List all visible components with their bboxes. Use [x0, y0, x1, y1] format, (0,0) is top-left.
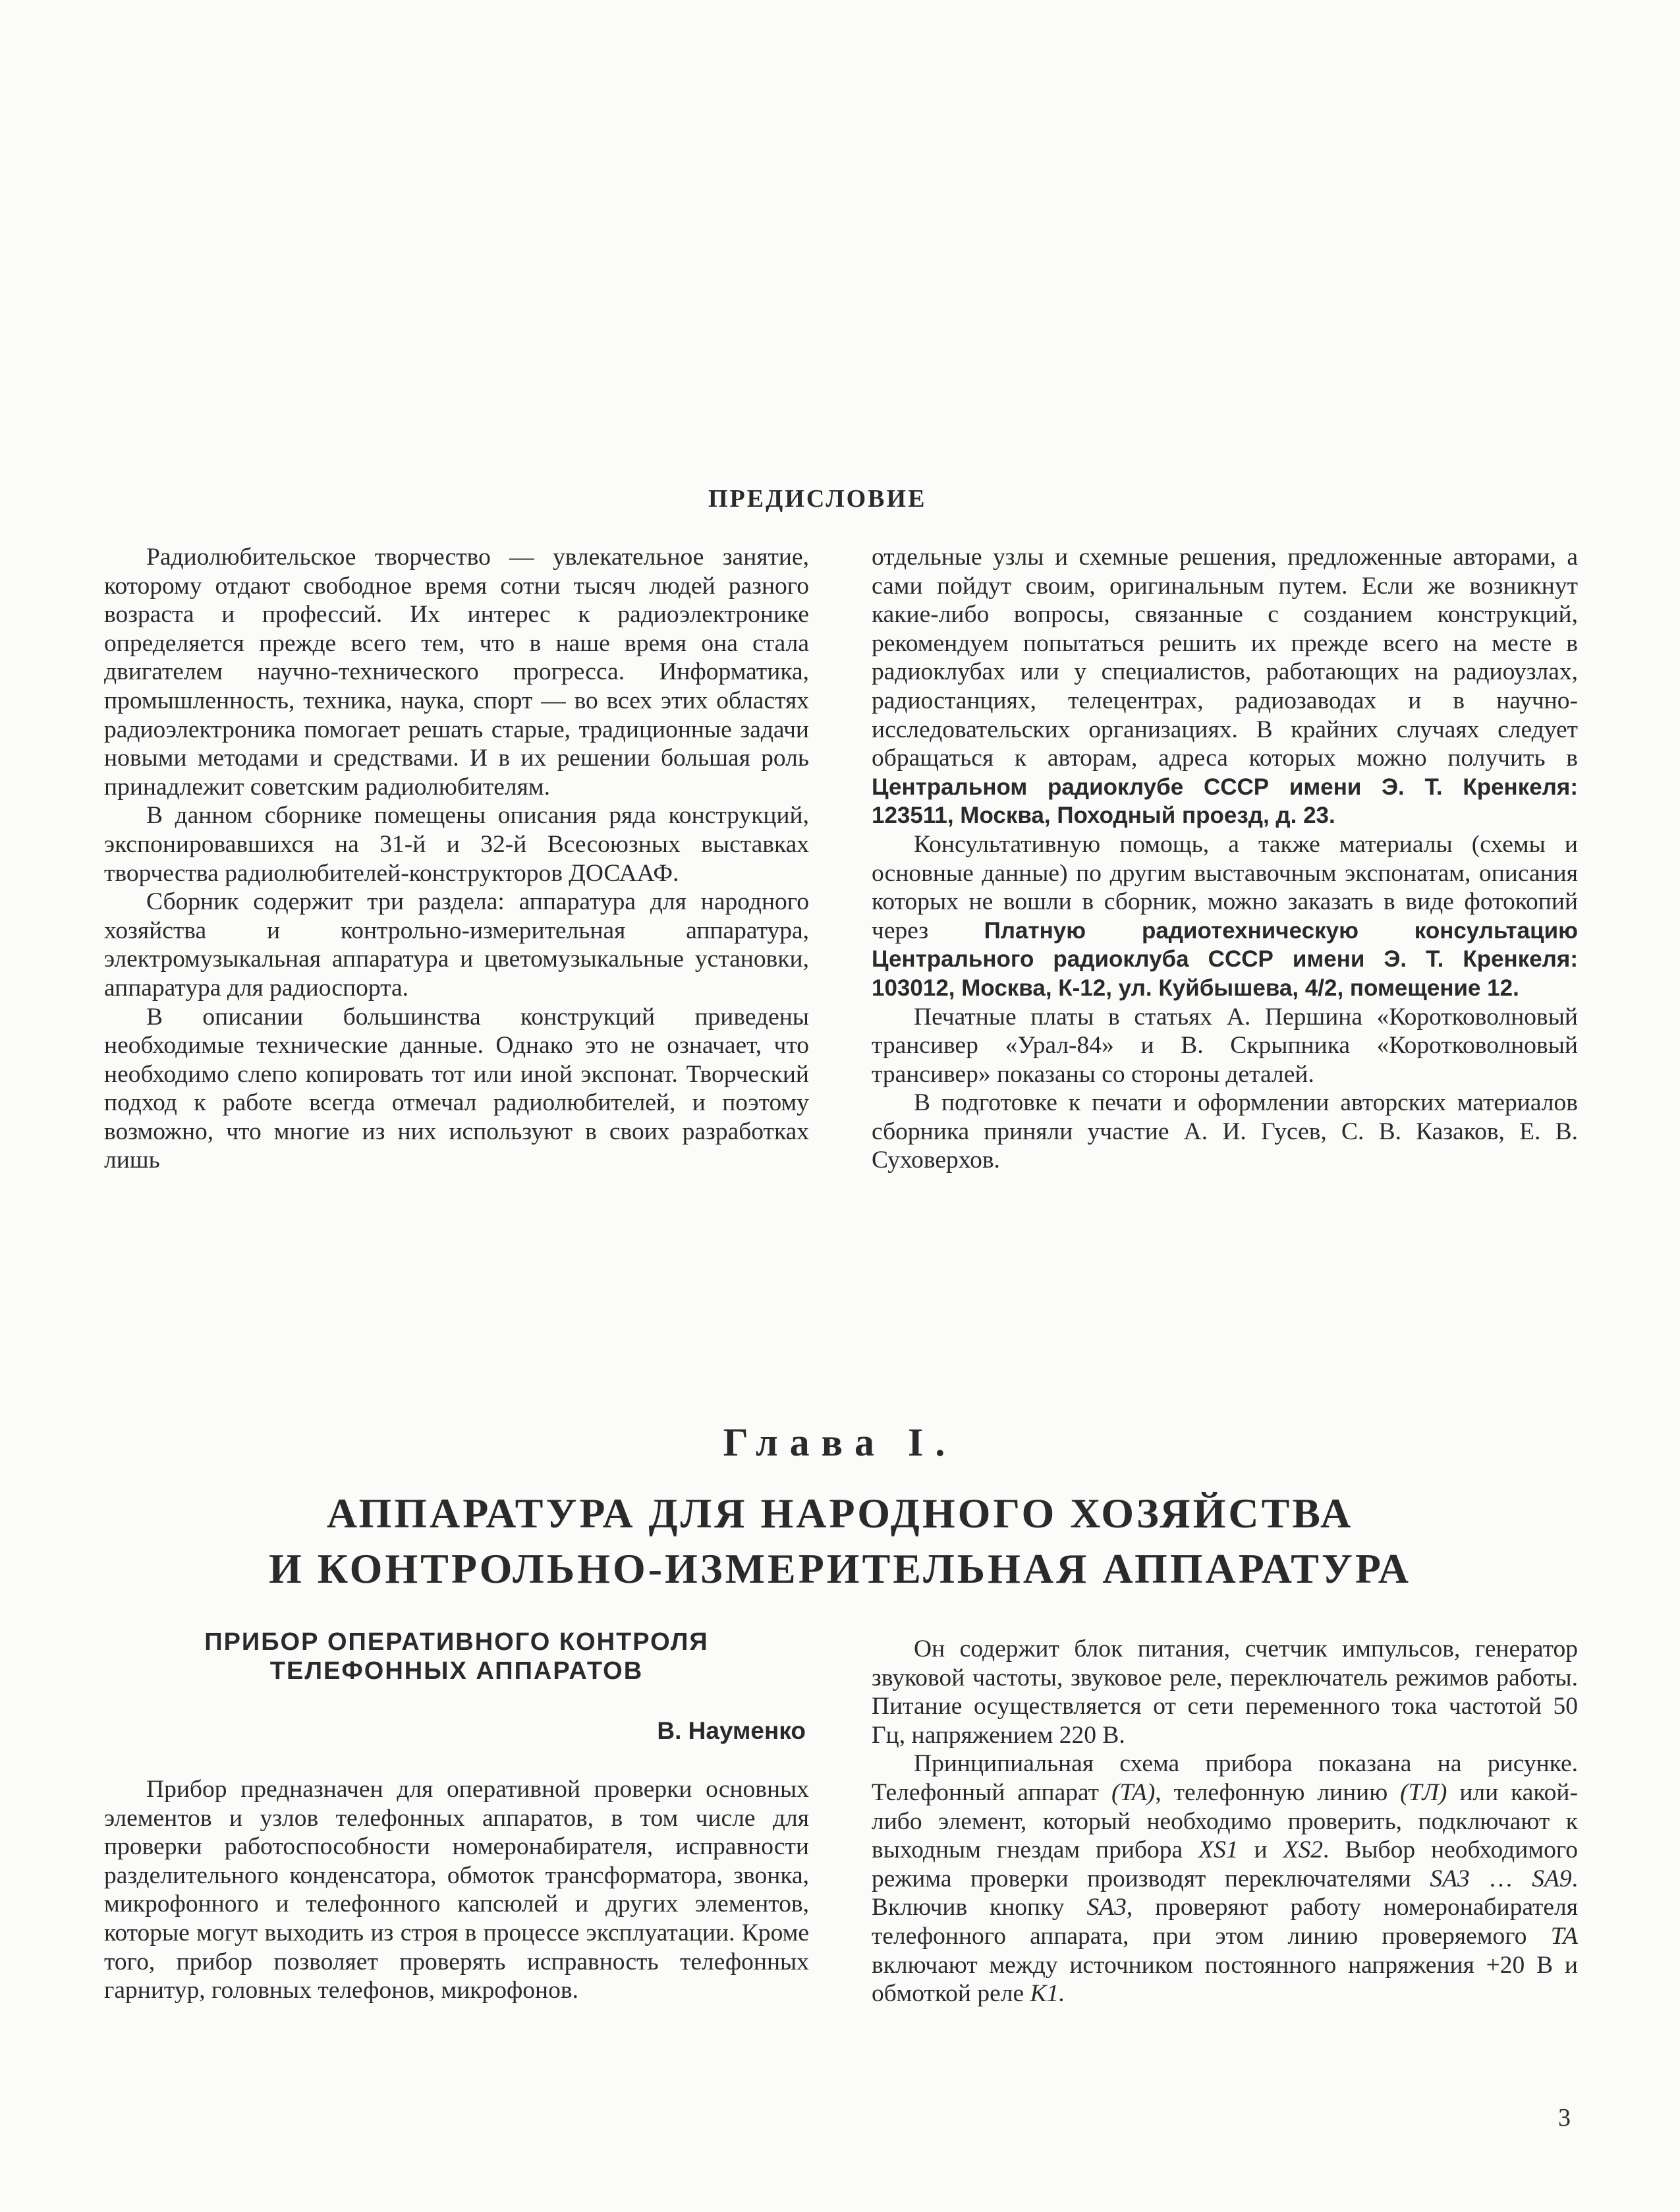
- chapter-label: Глава I.: [723, 1421, 957, 1464]
- preface-paragraph: отдельные узлы и схемные решения, предложенные авторами, а сами пойдут своим, оригинальным путем. Если же возникнут какие-либо вопросы, связанные с созданием конструкций, рекомендуем попытаться решить их прежде всего на месте в радиоклубах или у специалистов, работающих на радиоузлах, радиостанциях, телецентрах, радиозаводах и в научно-исследовательских организациях. В крайних случаях следует обращаться к авторам, адреса которых можно получить в Центральном радиоклубе СССР имени Э. Т. Кренкеля: 123511, Москва, Походный проезд, д. 23.: [872, 544, 1578, 829]
- preface-paragraph: Консультативную помощь, а также материалы (схемы и основные данные) по другим выставочным экспонатам, описания которых не вошли в сборник, можно заказать в виде фотокопий через Платную радиотехническую консультацию Центрального радиоклуба СССР имени Э. Т. Кренкеля: 103012, Москва, К-12, ул. Куйбышева, 4/2, помещение 12.: [872, 830, 1579, 1001]
- article-author: В. Науменко: [657, 1717, 806, 1744]
- article-paragraph: Прибор предназначен для оперативной проверки основных элементов и узлов телефонных аппаратов, в том числе для проверки работоспособности номеронабирателя, исправности разделительного конденсатора, обмоток трансформатора, звонка, микрофонного и телефонного капсюлей и других элементов, которые могут выходить из строя в процессе эксплуатации. Кроме того, прибор позволяет проверять исправность телефонных гарнитур, головных телефонов, микрофонов.: [104, 1776, 809, 2004]
- article-paragraph: Принципиальная схема прибора показана на рисунке. Телефонный аппарат (ТА), телефонную линию (ТЛ) или какой-либо элемент, который необходимо проверить, подключают к выходным гнездам прибора XS1 и XS2. Выбор необходимого режима проверки производят переключателями SA3 … SA9. Включив кнопку SA3, проверяют работу номеронабирателя телефонного аппарата, при этом линию проверяемого ТА включают между источником постоянного напряжения +20 В и обмоткой реле К1.: [872, 1750, 1579, 2008]
- article-paragraph: Он содержит блок питания, счетчик импульсов, генератор звуковой частоты, звуковое реле, переключатель режимов работы. Питание осуществляется от сети переменного тока частотой 50 Гц, напряжением 220 В.: [872, 1635, 1578, 1749]
- preface-left-column: [104, 543, 809, 1175]
- preface-paragraph: В подготовке к печати и оформлении авторских материалов сборника приняли участие А. И. Гусев, С. В. Казаков, Е. В. Суховерхов.: [872, 1089, 1578, 1174]
- address-consultation: Платную радиотехническую консультацию Центрального радиоклуба СССР имени Э. Т. Кренкеля: 103012, Москва, К-12, ул. Куйбышева, 4/2, помещение 12.: [872, 917, 1579, 1001]
- preface-paragraph: В описании большинства конструкций приведены необходимые технические данные. Однако это не означает, что необходимо слепо копировать тот или иной экспонат. Творческий подход к работе всегда отмечал радиолюбителей, и поэтому возможно, что многие из них используют в своих разработках лишь: [104, 1003, 809, 1174]
- chapter-title-line: И КОНТРОЛЬНО-ИЗМЕРИТЕЛЬНАЯ АППАРАТУРА: [269, 1545, 1411, 1592]
- preface-paragraph: Радиолюбительское творчество — увлекательное занятие, которому отдают свободное время сотни тысяч людей разного возраста и профессий. Их интерес к радиоэлектронике определяется прежде всего тем, что в наше время она стала двигателем научно-технического прогресса. Информатика, промышленность, техника, наука, спорт — во всех этих областях радиоэлектроника помогает решать старые, традиционные задачи новыми методами и средствами. И в их решении большая роль принадлежит советским радиолюбителям.: [104, 544, 809, 801]
- preface-heading: ПРЕДИСЛОВИЕ: [708, 485, 927, 513]
- address-radioclub: Центральном радиоклубе СССР имени Э. Т. Кренкеля: 123511, Москва, Походный проезд, д. 23.: [872, 774, 1578, 829]
- article-right-column: [872, 1635, 1578, 2008]
- page-number: 3: [1558, 2104, 1571, 2132]
- article-title: [104, 1628, 809, 1686]
- preface-paragraph: Сборник содержит три раздела: аппаратура для народного хозяйства и контрольно-измерительная аппаратура, электромузыкальная аппаратура и цветомузыкальные установки, аппаратура для радиоспорта.: [104, 888, 809, 1002]
- chapter-title-line: АППАРАТУРА ДЛЯ НАРОДНОГО ХОЗЯЙСТВА: [326, 1490, 1354, 1537]
- article-left-column: [104, 1775, 809, 2005]
- preface-paragraph: Печатные платы в статьях А. Першина «Коротковолновый трансивер «Урал-84» и В. Скрыпника «Коротковолновый трансивер» показаны со стороны деталей.: [872, 1003, 1578, 1088]
- preface-right-column: [872, 543, 1578, 1175]
- chapter-title: [0, 1486, 1680, 1597]
- article-title-line: ПРИБОР ОПЕРАТИВНОГО КОНТРОЛЯ: [204, 1628, 709, 1656]
- article-title-line: ТЕЛЕФОННЫХ АППАРАТОВ: [269, 1657, 644, 1685]
- preface-paragraph: В данном сборнике помещены описания ряда конструкций, экспонировавшихся на 31-й и 32-й Всесоюзных выставках творчества радиолюбителей-конструкторов ДОСААФ.: [104, 802, 809, 887]
